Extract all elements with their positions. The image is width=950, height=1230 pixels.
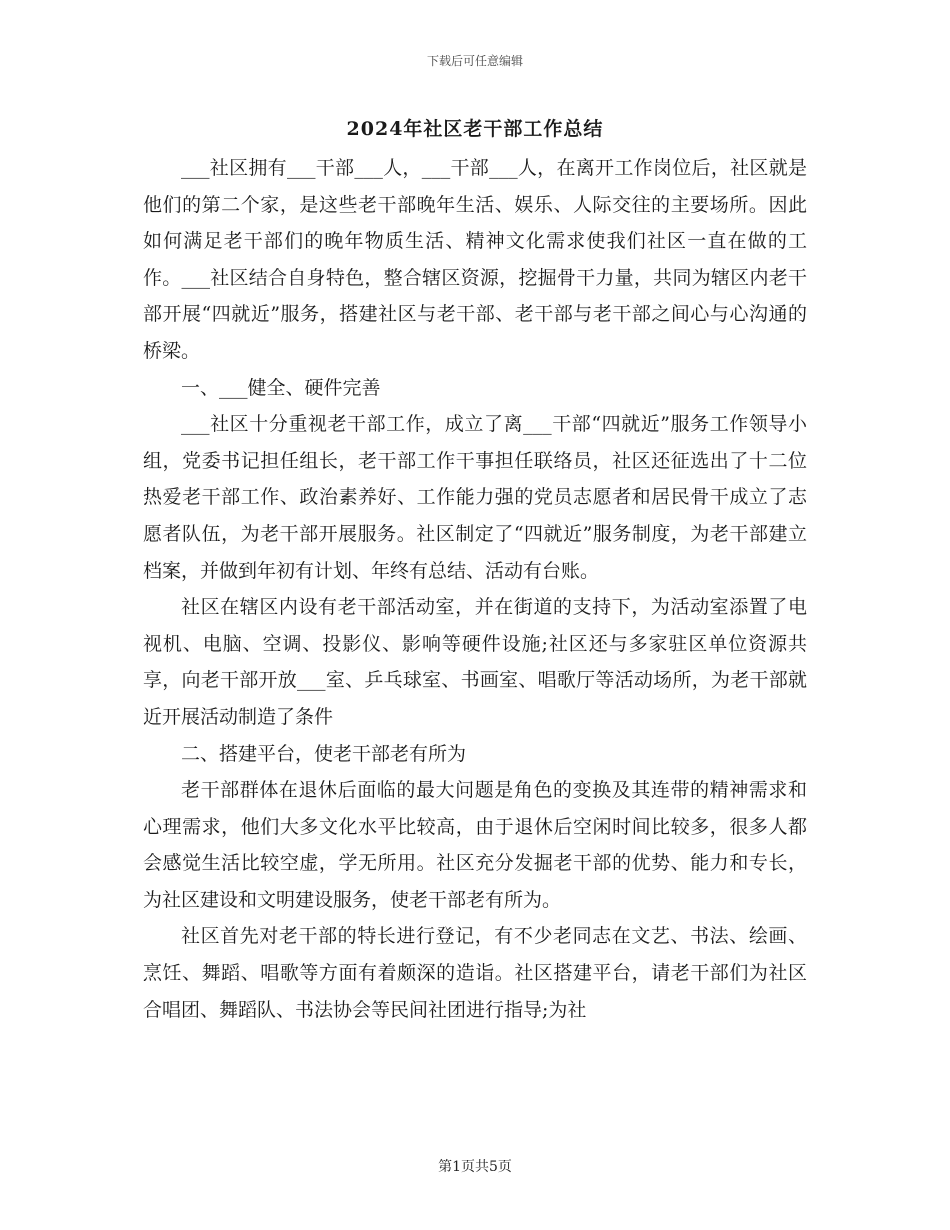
- paragraph: 老干部群体在退休后面临的最大问题是角色的变换及其连带的精神需求和心理需求，他们大多文化水平比较高，由于退休后空闲时间比较多，很多人都会感觉生活比较空虚，学无所用。社区充分发掘老干部的优势、能力和专长，为社区建设和文明建设服务，使老干部老有所为。: [143, 779, 807, 911]
- section-heading-2: 二、搭建平台，使老干部老有所为: [181, 742, 467, 765]
- paragraph: ___社区十分重视老干部工作，成立了离___干部“四就近”服务工作领导小组，党委书记担任组长，老干部工作干事担任联络员，社区还征选出了十二位热爱老干部工作、政治素养好、工作能力强的党员志愿者和居民骨干成立了志愿者队伍，为老干部开展服务。社区制定了“四就近”服务制度，为老干部建立档案，并做到年初有计划、年终有总结、活动有台账。: [143, 413, 807, 582]
- paragraph-intro: ___社区拥有___干部___人，___干部___人，在离开工作岗位后，社区就是他们的第二个家，是这些老干部晚年生活、娱乐、人际交往的主要场所。因此如何满足老干部们的晚年物质生活、精神文化需求使我们社区一直在做的工作。___社区结合自身特色，整合辖区资源，挖掘骨干力量，共同为辖区内老干部开展“四就近”服务，搭建社区与老干部、老干部与老干部之间心与心沟通的桥梁。: [143, 157, 807, 362]
- document-body: [143, 150, 807, 1028]
- document-title: 2024年社区老干部工作总结: [346, 118, 604, 140]
- paragraph: 社区在辖区内设有老干部活动室，并在街道的支持下，为活动室添置了电视机、电脑、空调、投影仪、影响等硬件设施;社区还与多家驻区单位资源共享，向老干部开放___室、乒乓球室、书画室、唱歌厅等活动场所，为老干部就近开展活动制造了条件: [143, 596, 807, 728]
- section-heading-1: 一、___健全、硬件完善: [181, 376, 381, 399]
- paragraph: 社区首先对老干部的特长进行登记，有不少老同志在文艺、书法、绘画、烹饪、舞蹈、唱歌等方面有着颇深的造诣。社区搭建平台，请老干部们为社区合唱团、舞蹈队、书法协会等民间社团进行指导;为社: [143, 925, 807, 1021]
- header-note: 下载后可任意编辑: [426, 54, 523, 68]
- page-footer: 第1页共5页: [438, 1159, 512, 1175]
